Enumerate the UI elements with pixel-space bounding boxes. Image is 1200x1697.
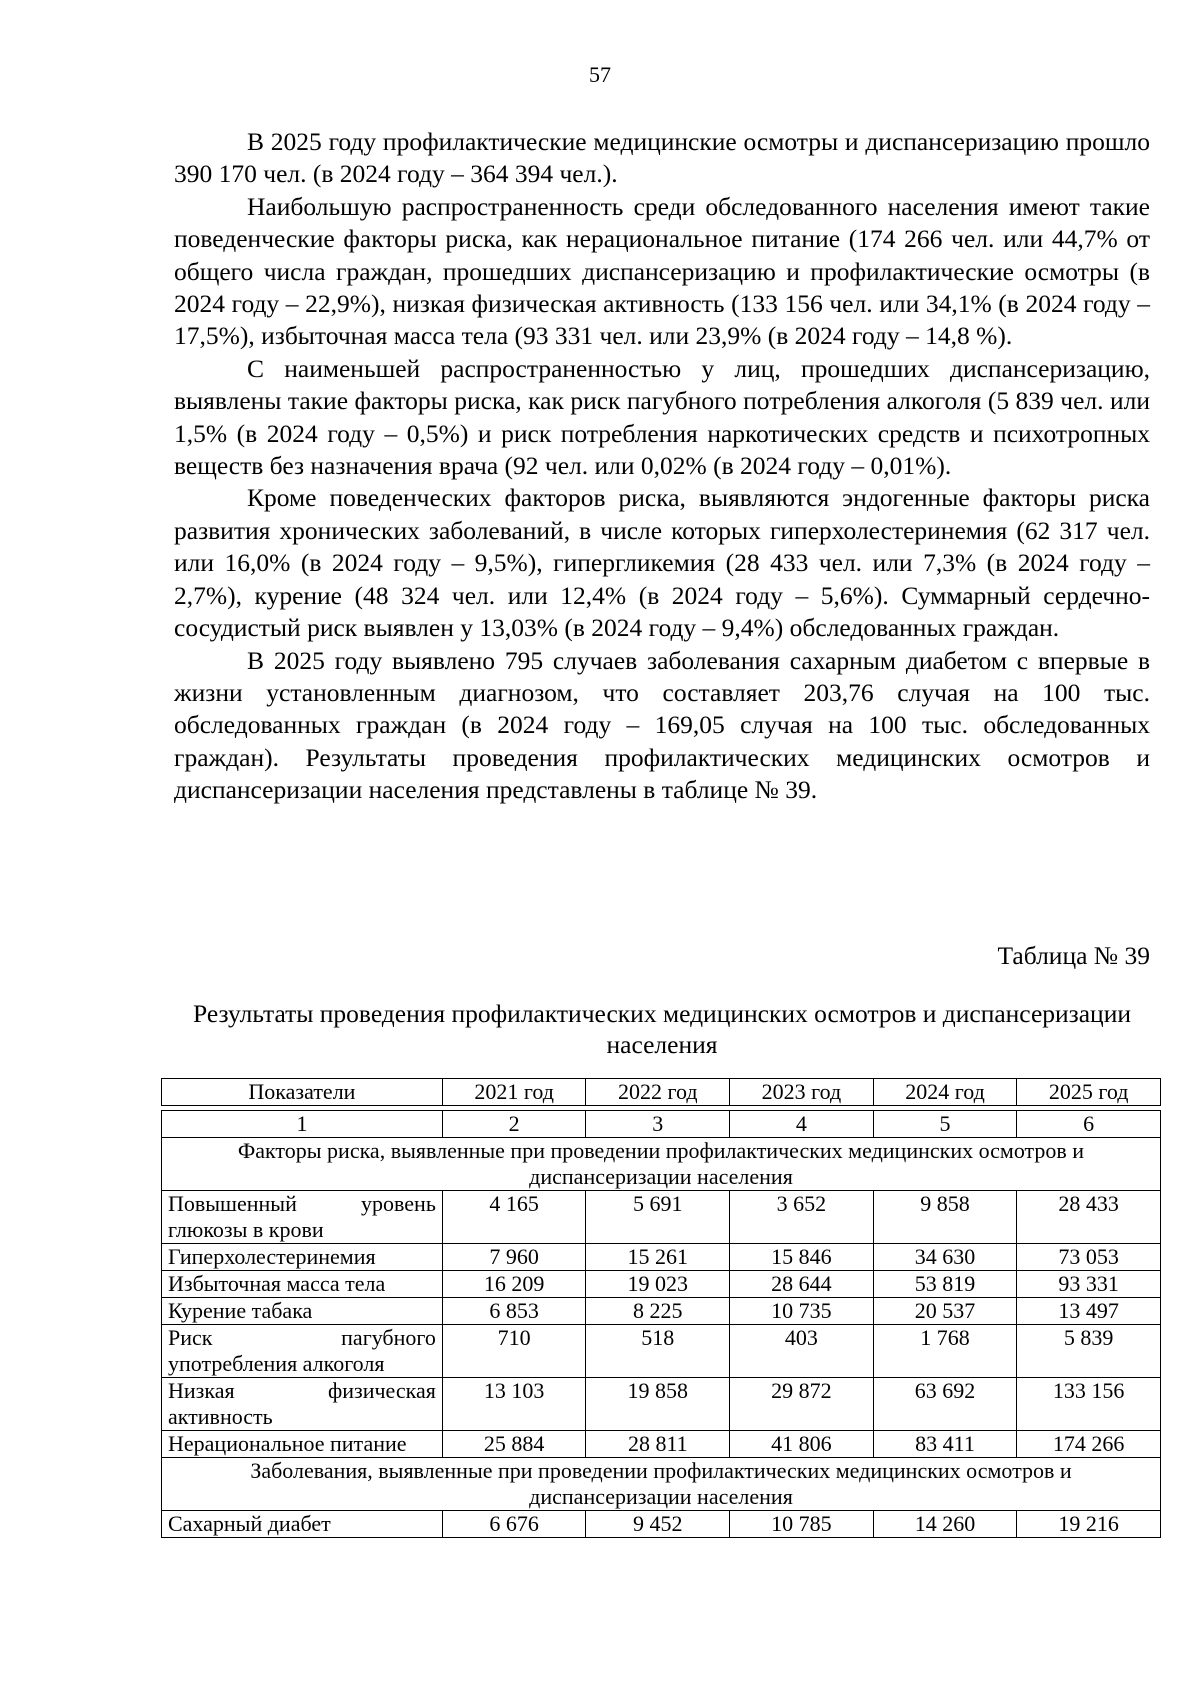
table-caption: Таблица № 39 (997, 941, 1150, 970)
table-cell: 6 853 (442, 1298, 586, 1325)
table-cell: 1 768 (873, 1325, 1017, 1378)
table-cell: 34 630 (873, 1244, 1017, 1271)
table-cell: 13 497 (1017, 1298, 1161, 1325)
row-label: Повышенный уровень глюкозы в крови (162, 1191, 443, 1244)
row-label: Гиперхолестеринемия (162, 1244, 443, 1271)
column-number: 4 (730, 1111, 874, 1138)
section-title: Факторы риска, выявленные при проведении профилактических медицинских осмотров и диспансеризации населения (162, 1138, 1161, 1191)
table-cell: 5 691 (586, 1191, 730, 1244)
table-cell: 93 331 (1017, 1271, 1161, 1298)
header-cell: 2024 год (873, 1079, 1017, 1106)
table-row (162, 1298, 1161, 1325)
paragraph: Кроме поведенческих факторов риска, выявляются эндогенные факторы риска развития хронических заболеваний, в числе которых гиперхолестеринемия (62 317 чел. или 16,0% (в 2024 году – 9,5%), гипергликемия (28 433 чел. или 7,3% (в 2024 году – 2,7%), курение (48 324 чел. или 12,4% (в 2024 году – 5,6%). Суммарный сердечно-сосудистый риск выявлен у 13,03% (в 2024 году – 9,4%) обследованных граждан. (174, 483, 1150, 643)
table-cell: 15 846 (730, 1244, 874, 1271)
header-cell: 2025 год (1017, 1079, 1161, 1106)
row-label: Избыточная масса тела (162, 1271, 443, 1298)
table-cell: 29 872 (730, 1378, 874, 1431)
table-cell: 25 884 (442, 1431, 586, 1458)
header-cell: 2023 год (730, 1079, 874, 1106)
table-cell: 4 165 (442, 1191, 586, 1244)
body-text (174, 126, 1150, 807)
table-row (162, 1378, 1161, 1431)
table-cell: 10 785 (730, 1511, 874, 1538)
page-number: 57 (589, 62, 611, 87)
header-cell: Показатели (162, 1079, 443, 1106)
table-cell: 19 023 (586, 1271, 730, 1298)
table-row (162, 1511, 1161, 1538)
table-cell: 9 858 (873, 1191, 1017, 1244)
table-cell: 15 261 (586, 1244, 730, 1271)
table-header-row (162, 1079, 1161, 1106)
section-header-row (162, 1458, 1161, 1511)
table-cell: 518 (586, 1325, 730, 1378)
table-cell: 83 411 (873, 1431, 1017, 1458)
section-title: Заболевания, выявленные при проведении профилактических медицинских осмотров и диспансеризации населения (162, 1458, 1161, 1511)
column-number: 1 (162, 1111, 443, 1138)
table-cell: 41 806 (730, 1431, 874, 1458)
row-label: Низкая физическая активность (162, 1378, 443, 1431)
paragraph: В 2025 году выявлено 795 случаев заболевания сахарным диабетом с впервые в жизни установленным диагнозом, что составляет 203,76 случая на 100 тыс. обследованных граждан (в 2024 году – 169,05 случая на 100 тыс. обследованных граждан). Результаты проведения профилактических медицинских осмотров и диспансеризации населения представлены в таблице № 39. (174, 645, 1150, 805)
column-number-row (162, 1111, 1161, 1138)
column-number: 6 (1017, 1111, 1161, 1138)
table-cell: 174 266 (1017, 1431, 1161, 1458)
table-cell: 19 858 (586, 1378, 730, 1431)
table-cell: 63 692 (873, 1378, 1017, 1431)
table-row (162, 1325, 1161, 1378)
header-cell: 2022 год (586, 1079, 730, 1106)
table-row (162, 1244, 1161, 1271)
table-cell: 3 652 (730, 1191, 874, 1244)
table-cell: 20 537 (873, 1298, 1017, 1325)
table-cell: 14 260 (873, 1511, 1017, 1538)
table-cell: 403 (730, 1325, 874, 1378)
table-title: Результаты проведения профилактических медицинских осмотров и диспансеризации населения (193, 999, 1131, 1059)
table-cell: 19 216 (1017, 1511, 1161, 1538)
table-cell: 28 811 (586, 1431, 730, 1458)
table-cell: 7 960 (442, 1244, 586, 1271)
row-label: Сахарный диабет (162, 1511, 443, 1538)
table-cell: 8 225 (586, 1298, 730, 1325)
table-cell: 16 209 (442, 1271, 586, 1298)
table-cell: 10 735 (730, 1298, 874, 1325)
row-label: Риск пагубного употребления алкоголя (162, 1325, 443, 1378)
column-number: 2 (442, 1111, 586, 1138)
table-cell: 13 103 (442, 1378, 586, 1431)
table-cell: 710 (442, 1325, 586, 1378)
paragraph: С наименьшей распространенностью у лиц, прошедших диспансеризацию, выявлены такие факторы риска, как риск пагубного потребления алкоголя (5 839 чел. или 1,5% (в 2024 году – 0,5%) и риск потребления наркотических средств и психотропных веществ без назначения врача (92 чел. или 0,02% (в 2024 году – 0,01%). (174, 353, 1150, 481)
table-cell: 28 433 (1017, 1191, 1161, 1244)
results-table (161, 1078, 1161, 1538)
section-header-row (162, 1138, 1161, 1191)
row-label: Нерациональное питание (162, 1431, 443, 1458)
table-cell: 133 156 (1017, 1378, 1161, 1431)
table-cell: 73 053 (1017, 1244, 1161, 1271)
paragraph: В 2025 году профилактические медицинские осмотры и диспансеризацию прошло 390 170 чел. (в 2024 году – 364 394 чел.). (174, 127, 1150, 189)
table-cell: 9 452 (586, 1511, 730, 1538)
table-cell: 6 676 (442, 1511, 586, 1538)
table-row (162, 1191, 1161, 1244)
table-row (162, 1271, 1161, 1298)
column-number: 3 (586, 1111, 730, 1138)
column-number: 5 (873, 1111, 1017, 1138)
row-label: Курение табака (162, 1298, 443, 1325)
table-cell: 5 839 (1017, 1325, 1161, 1378)
table-cell: 28 644 (730, 1271, 874, 1298)
table-row (162, 1431, 1161, 1458)
header-cell: 2021 год (442, 1079, 586, 1106)
paragraph: Наибольшую распространенность среди обследованного населения имеют такие поведенческие факторы риска, как нерациональное питание (174 266 чел. или 44,7% от общего числа граждан, прошедших диспансеризацию и профилактические осмотры (в 2024 году – 22,9%), низкая физическая активность (133 156 чел. или 34,1% (в 2024 году – 17,5%), избыточная масса тела (93 331 чел. или 23,9% (в 2024 году – 14,8 %). (174, 191, 1150, 351)
table-cell: 53 819 (873, 1271, 1017, 1298)
